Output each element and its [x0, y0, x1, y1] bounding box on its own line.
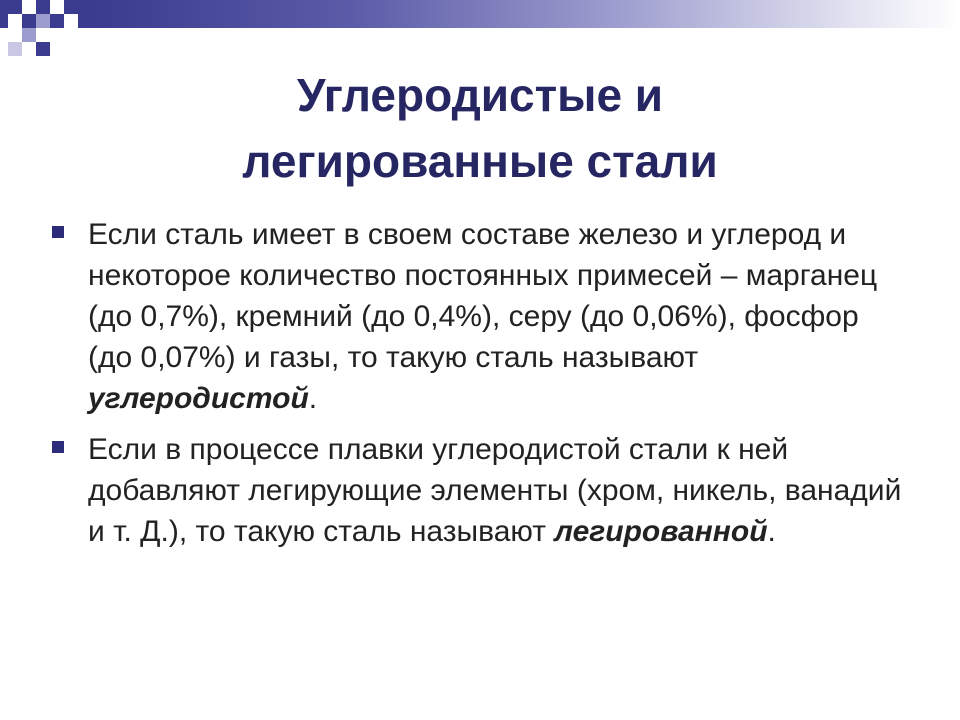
square-bullet-icon	[52, 441, 64, 453]
bullet-text-end: .	[308, 382, 318, 415]
term-carbon-steel: углеродистой	[88, 382, 309, 415]
slide-title	[60, 62, 900, 194]
bullet-text-main: Если в процессе плавки углеродистой стали к ней добавляют легирующие элементы (хром, никель, ванадий и т. Д.), то такую сталь называют	[88, 433, 902, 548]
bullet-item-carbon-steel	[48, 214, 908, 419]
bullet-text	[88, 429, 908, 552]
decorative-squares	[0, 0, 90, 60]
term-alloy-steel: легированной	[554, 515, 768, 548]
bullet-item-alloy-steel	[48, 429, 908, 552]
slide-title-line-2: легированные стали	[242, 135, 718, 187]
bullet-text-main: Если сталь имеет в своем составе железо и углерод и некоторое количество постоянных примесей – марганец (до 0,7%), кремний (до 0,4%), серу (до 0,06%), фосфор (до 0,07%) и газы, то такую сталь называют	[88, 218, 878, 374]
square-bullet-icon	[52, 226, 64, 238]
bullet-list	[48, 214, 908, 562]
slide-title-line-1: Углеродистые и	[296, 69, 664, 121]
bullet-text-end: .	[767, 515, 776, 548]
decorative-gradient-band	[90, 0, 960, 28]
bullet-text	[88, 214, 908, 419]
